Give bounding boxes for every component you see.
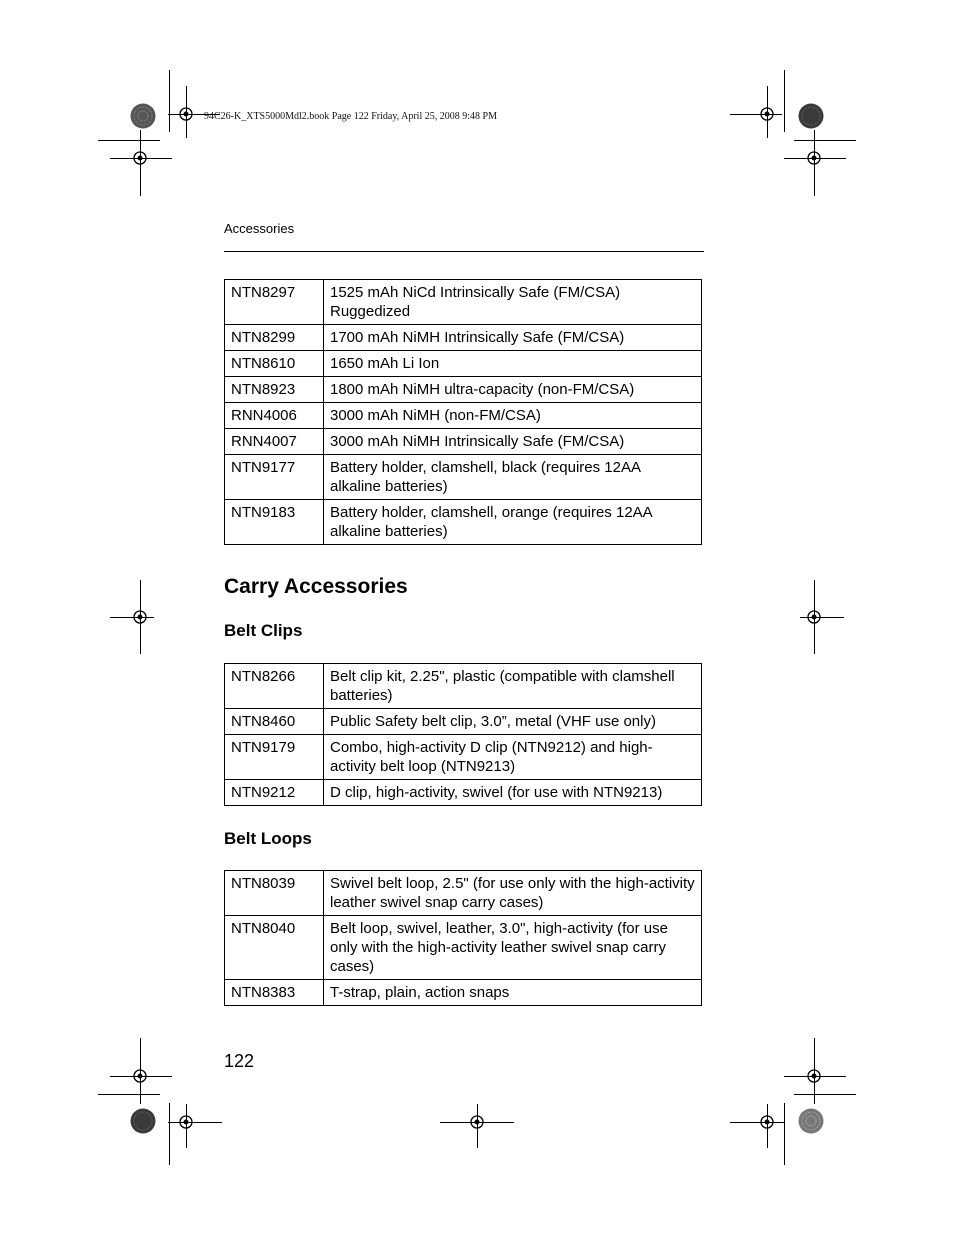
description-cell: Battery holder, clamshell, black (requires 12AA alkaline batteries) bbox=[324, 455, 702, 500]
crosshair-registration-icon bbox=[757, 1112, 777, 1132]
table-row bbox=[225, 403, 702, 429]
description-cell: Belt clip kit, 2.25", plastic (compatible with clamshell batteries) bbox=[324, 664, 702, 709]
part-number-cell: NTN9183 bbox=[225, 500, 324, 545]
description-cell: T-strap, plain, action snaps bbox=[324, 980, 702, 1006]
part-number-cell: NTN8039 bbox=[225, 871, 324, 916]
part-number-cell: NTN9212 bbox=[225, 780, 324, 806]
table-row bbox=[225, 980, 702, 1006]
page-number: 122 bbox=[224, 1051, 255, 1071]
table-row bbox=[225, 280, 702, 325]
description-cell: Belt loop, swivel, leather, 3.0", high-activity (for use only with the high-activity leather swivel snap carry cases) bbox=[324, 916, 702, 980]
crosshair-registration-icon bbox=[176, 1112, 196, 1132]
part-number-cell: NTN8383 bbox=[225, 980, 324, 1006]
table-row bbox=[225, 664, 702, 709]
part-number-cell: NTN8610 bbox=[225, 351, 324, 377]
crop-line bbox=[98, 1094, 160, 1095]
subsection-title-belt-clips: Belt Clips bbox=[224, 621, 303, 640]
description-cell: Battery holder, clamshell, orange (requires 12AA alkaline batteries) bbox=[324, 500, 702, 545]
crosshair-registration-icon bbox=[804, 1066, 824, 1086]
battery-table-body bbox=[225, 280, 702, 545]
belt-clips-table bbox=[224, 663, 702, 806]
part-number-cell: RNN4006 bbox=[225, 403, 324, 429]
crosshair-registration-icon bbox=[804, 148, 824, 168]
battery-table bbox=[224, 279, 702, 545]
part-number-cell: NTN8460 bbox=[225, 709, 324, 735]
crop-line bbox=[169, 1103, 170, 1165]
section-title: Carry Accessories bbox=[224, 575, 408, 598]
description-cell: 1650 mAh Li Ion bbox=[324, 351, 702, 377]
running-title: Accessories bbox=[224, 221, 295, 236]
crosshair-registration-icon bbox=[757, 104, 777, 124]
subsection-title-belt-loops: Belt Loops bbox=[224, 829, 312, 848]
crop-line bbox=[784, 70, 785, 132]
table-row bbox=[225, 871, 702, 916]
crosshair-registration-icon bbox=[176, 104, 196, 124]
crop-line bbox=[169, 70, 170, 132]
table-row bbox=[225, 455, 702, 500]
table-row bbox=[225, 709, 702, 735]
part-number-cell: NTN8299 bbox=[225, 325, 324, 351]
description-cell: 3000 mAh NiMH Intrinsically Safe (FM/CSA) bbox=[324, 429, 702, 455]
part-number-cell: RNN4007 bbox=[225, 429, 324, 455]
color-disc-icon bbox=[798, 1108, 824, 1134]
crosshair-registration-icon bbox=[467, 1112, 487, 1132]
description-cell: Combo, high-activity D clip (NTN9212) and high-activity belt loop (NTN9213) bbox=[324, 735, 702, 780]
crop-line bbox=[98, 140, 160, 141]
part-number-cell: NTN8040 bbox=[225, 916, 324, 980]
belt-loops-table bbox=[224, 870, 702, 1006]
crop-line bbox=[784, 1103, 785, 1165]
description-cell: D clip, high-activity, swivel (for use with NTN9213) bbox=[324, 780, 702, 806]
part-number-cell: NTN9179 bbox=[225, 735, 324, 780]
crop-line bbox=[794, 140, 856, 141]
crop-line bbox=[794, 1094, 856, 1095]
book-info-slug: 94C26-K_XTS5000Mdl2.book Page 122 Friday, April 25, 2008 9:48 PM bbox=[204, 111, 497, 122]
description-cell: 1800 mAh NiMH ultra-capacity (non-FM/CSA) bbox=[324, 377, 702, 403]
part-number-cell: NTN8266 bbox=[225, 664, 324, 709]
color-disc-icon bbox=[130, 1108, 156, 1134]
crosshair-registration-icon bbox=[804, 607, 824, 627]
header-rule bbox=[224, 251, 704, 252]
table-row bbox=[225, 377, 702, 403]
color-disc-icon bbox=[130, 103, 156, 129]
crosshair-registration-icon bbox=[130, 148, 150, 168]
description-cell: Public Safety belt clip, 3.0”, metal (VHF use only) bbox=[324, 709, 702, 735]
crosshair-registration-icon bbox=[130, 1066, 150, 1086]
description-cell: Swivel belt loop, 2.5" (for use only with the high-activity leather swivel snap carry cases) bbox=[324, 871, 702, 916]
table-row bbox=[225, 735, 702, 780]
table-row bbox=[225, 351, 702, 377]
description-cell: 1525 mAh NiCd Intrinsically Safe (FM/CSA) Ruggedized bbox=[324, 280, 702, 325]
color-disc-icon bbox=[798, 103, 824, 129]
table-row bbox=[225, 916, 702, 980]
part-number-cell: NTN8923 bbox=[225, 377, 324, 403]
description-cell: 3000 mAh NiMH (non-FM/CSA) bbox=[324, 403, 702, 429]
table-row bbox=[225, 500, 702, 545]
crosshair-registration-icon bbox=[130, 607, 150, 627]
belt-loops-table-body bbox=[225, 871, 702, 1006]
table-row bbox=[225, 780, 702, 806]
description-cell: 1700 mAh NiMH Intrinsically Safe (FM/CSA) bbox=[324, 325, 702, 351]
part-number-cell: NTN9177 bbox=[225, 455, 324, 500]
part-number-cell: NTN8297 bbox=[225, 280, 324, 325]
table-row bbox=[225, 429, 702, 455]
table-row bbox=[225, 325, 702, 351]
belt-clips-table-body bbox=[225, 664, 702, 806]
